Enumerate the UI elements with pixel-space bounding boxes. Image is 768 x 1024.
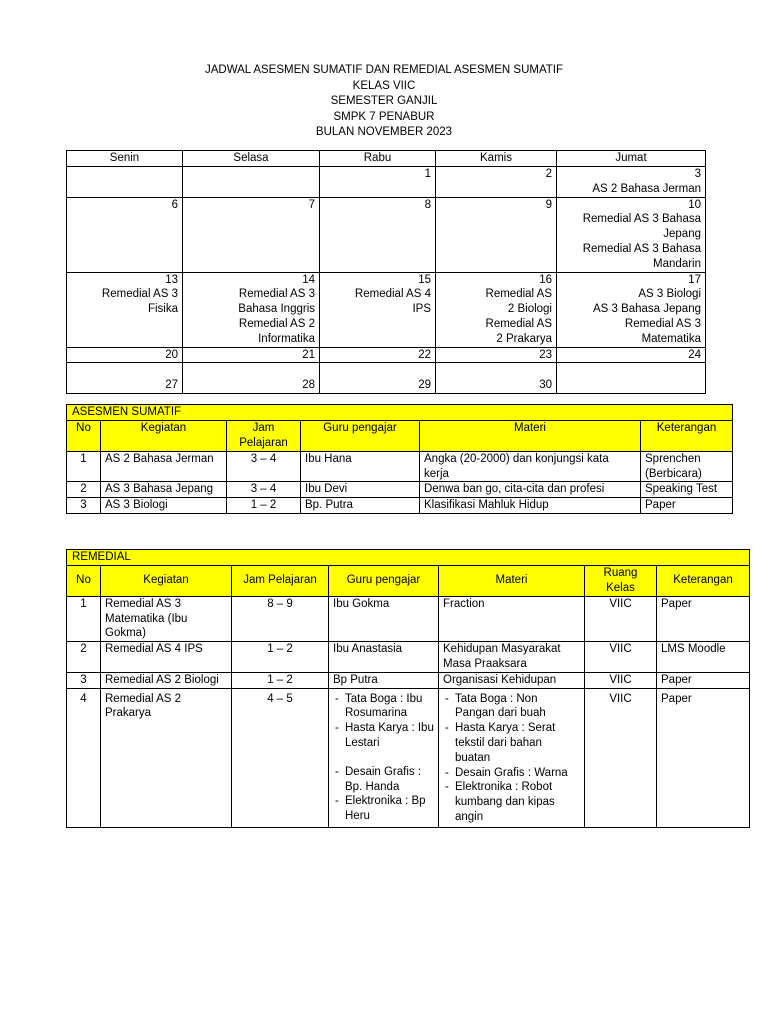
date-number: 9 xyxy=(545,198,552,211)
day-header-jumat: Jumat xyxy=(557,151,706,167)
row-guru: Ibu Devi xyxy=(301,482,420,498)
asesmen-header-row xyxy=(67,420,733,451)
col-header-materi: Materi xyxy=(420,420,641,451)
materi-item: - Desain Grafis : Warna xyxy=(443,766,580,781)
calendar-cell xyxy=(67,167,183,198)
calendar-event: Remedial AS 2 Informatika xyxy=(238,317,315,345)
table-row xyxy=(67,482,733,498)
row-kegiatan: Remedial AS 2 Biologi xyxy=(101,672,232,688)
date-number: 6 xyxy=(171,198,178,211)
row-keterangan: LMS Moodle xyxy=(657,642,750,673)
remedial-table xyxy=(66,549,750,828)
row-guru: Ibu Hana xyxy=(301,451,420,482)
calendar-cell xyxy=(67,197,183,272)
calendar-week-4 xyxy=(67,347,706,363)
calendar-cell xyxy=(320,272,436,347)
date-number: 7 xyxy=(308,198,315,211)
calendar-week-2 xyxy=(67,197,706,272)
calendar-cell xyxy=(67,347,183,363)
calendar-week-1 xyxy=(67,167,706,198)
calendar-event: Remedial AS 3 Bahasa Jepang xyxy=(582,213,701,241)
calendar-cell xyxy=(436,272,557,347)
calendar-table xyxy=(66,150,706,394)
row-keterangan: Paper xyxy=(641,498,733,514)
calendar-event: Remedial AS 2 Prakarya xyxy=(485,317,552,345)
row-materi: Organisasi Kehidupan xyxy=(439,672,585,688)
row-materi: Klasifikasi Mahluk Hidup xyxy=(420,498,641,514)
row-jam: 1 – 2 xyxy=(232,672,329,688)
row-materi: Denwa ban go, cita-cita dan profesi xyxy=(420,482,641,498)
calendar-week-5 xyxy=(67,363,706,394)
row-jam: 3 – 4 xyxy=(227,451,301,482)
calendar-event: Remedial AS 2 Biologi xyxy=(485,288,552,316)
calendar-cell xyxy=(557,197,706,272)
calendar-event: AS 3 Biologi xyxy=(638,288,701,301)
row-ruang: VIIC xyxy=(585,688,657,827)
header-title: JADWAL ASESMEN SUMATIF DAN REMEDIAL ASESMEN SUMATIF xyxy=(204,64,564,76)
table-row xyxy=(67,642,750,673)
calendar-cell xyxy=(557,347,706,363)
row-jam: 3 – 4 xyxy=(227,482,301,498)
header-semester: SEMESTER GANJIL xyxy=(330,95,438,107)
row-jam: 4 – 5 xyxy=(232,688,329,827)
row-ruang: VIIC xyxy=(585,672,657,688)
col-header-guru: Guru pengajar xyxy=(301,420,420,451)
calendar-cell xyxy=(183,197,320,272)
date-number: 22 xyxy=(418,348,431,361)
calendar-cell xyxy=(436,167,557,198)
calendar-cell xyxy=(67,272,183,347)
materi-item: - Elektronika : Robot kumbang dan kipas angin xyxy=(443,780,580,824)
row-ruang: VIIC xyxy=(585,642,657,673)
row-kegiatan: AS 2 Bahasa Jerman xyxy=(101,451,227,482)
table-row xyxy=(67,498,733,514)
col-header-materi: Materi xyxy=(439,565,585,596)
date-number: 16 xyxy=(539,273,552,286)
col-header-no: No xyxy=(67,420,101,451)
row-keterangan: Speaking Test xyxy=(641,482,733,498)
col-header-jam: Jam Pelajaran xyxy=(232,565,329,596)
day-header-rabu: Rabu xyxy=(320,151,436,167)
date-number: 23 xyxy=(539,348,552,361)
asesmen-table xyxy=(66,404,733,514)
row-kegiatan: AS 3 Biologi xyxy=(101,498,227,514)
guru-item: - Desain Grafis : Bp. Handa xyxy=(333,765,434,795)
row-kegiatan: AS 3 Bahasa Jepang xyxy=(101,482,227,498)
row-no: 2 xyxy=(67,482,101,498)
date-number: 15 xyxy=(418,273,431,286)
remedial-header-row xyxy=(67,565,750,596)
row-no: 2 xyxy=(67,642,101,673)
materi-item: - Tata Boga : Non Pangan dari buah xyxy=(443,692,580,722)
date-number: 1 xyxy=(424,168,431,180)
date-number: 3 xyxy=(694,168,701,180)
calendar-cell xyxy=(557,272,706,347)
calendar-event: Remedial AS 3 Bahasa Inggris xyxy=(238,288,315,316)
date-number: 27 xyxy=(165,379,178,392)
row-materi: Angka (20-2000) dan konjungsi kata kerja xyxy=(420,451,641,482)
row-ruang: VIIC xyxy=(585,596,657,641)
col-header-kegiatan: Kegiatan xyxy=(101,565,232,596)
calendar-week-3 xyxy=(67,272,706,347)
calendar-event: Remedial AS 3 Fisika xyxy=(101,288,178,316)
guru-item: - Hasta Karya : Ibu Lestari xyxy=(333,721,434,751)
row-guru: Bp Putra xyxy=(329,672,439,688)
row-no: 3 xyxy=(67,498,101,514)
calendar-event: Remedial AS 4 IPS xyxy=(354,288,431,316)
day-header-senin: Senin xyxy=(67,151,183,167)
row-materi: Kehidupan Masyarakat Masa Praaksara xyxy=(439,642,585,673)
row-kegiatan: Remedial AS 2 Prakarya xyxy=(101,688,232,827)
date-number: 13 xyxy=(165,273,178,286)
row-keterangan: Paper xyxy=(657,596,750,641)
day-header-kamis: Kamis xyxy=(436,151,557,167)
row-materi-list xyxy=(439,688,585,827)
date-number: 17 xyxy=(688,273,701,286)
col-header-keterangan: Keterangan xyxy=(641,420,733,451)
table-row xyxy=(67,688,750,827)
document-header xyxy=(0,63,768,141)
date-number: 20 xyxy=(165,348,178,361)
col-header-jam: Jam Pelajaran xyxy=(227,420,301,451)
row-kegiatan: Remedial AS 4 IPS xyxy=(101,642,232,673)
row-guru: Ibu Gokma xyxy=(329,596,439,641)
calendar-cell xyxy=(183,272,320,347)
row-kegiatan: Remedial AS 3 Matematika (Ibu Gokma) xyxy=(101,596,232,641)
table-row xyxy=(67,672,750,688)
date-number: 14 xyxy=(302,273,315,286)
calendar-cell xyxy=(320,347,436,363)
row-guru-list xyxy=(329,688,439,827)
row-guru: Ibu Anastasia xyxy=(329,642,439,673)
row-no: 1 xyxy=(67,451,101,482)
guru-item: - Elektronika : Bp Heru xyxy=(333,794,434,824)
row-no: 4 xyxy=(67,688,101,827)
col-header-ruang: Ruang Kelas xyxy=(585,565,657,596)
header-month: BULAN NOVEMBER 2023 xyxy=(315,126,453,138)
calendar-cell xyxy=(183,363,320,394)
calendar-cell xyxy=(320,197,436,272)
date-number: 28 xyxy=(302,379,315,392)
calendar-cell xyxy=(320,363,436,394)
calendar-cell xyxy=(436,347,557,363)
calendar-cell xyxy=(557,167,706,198)
col-header-keterangan: Keterangan xyxy=(657,565,750,596)
guru-item: - Tata Boga : Ibu Rosumarina xyxy=(333,692,434,722)
row-keterangan: Paper xyxy=(657,672,750,688)
calendar-cell xyxy=(436,363,557,394)
calendar-cell xyxy=(183,347,320,363)
header-school: SMPK 7 PENABUR xyxy=(333,110,435,123)
date-number: 8 xyxy=(424,198,431,211)
header-class: KELAS VIIC xyxy=(352,79,416,92)
date-number: 30 xyxy=(539,379,552,392)
remedial-title-row xyxy=(67,550,750,566)
date-number: 2 xyxy=(545,168,552,180)
calendar-cell xyxy=(436,197,557,272)
calendar-event: AS 2 Bahasa Jerman xyxy=(592,182,701,195)
calendar-header-row xyxy=(67,151,706,167)
row-jam: 1 – 2 xyxy=(227,498,301,514)
col-header-no: No xyxy=(67,565,101,596)
row-guru: Bp. Putra xyxy=(301,498,420,514)
row-keterangan: Paper xyxy=(657,688,750,827)
date-number: 21 xyxy=(302,348,315,361)
calendar-event: AS 3 Bahasa Jepang xyxy=(592,303,701,316)
calendar-cell xyxy=(67,363,183,394)
calendar-cell xyxy=(320,167,436,198)
date-number: 29 xyxy=(418,379,431,392)
table-row xyxy=(67,596,750,641)
row-keterangan: Sprenchen (Berbicara) xyxy=(641,451,733,482)
asesmen-title: ASESMEN SUMATIF xyxy=(67,405,733,421)
asesmen-title-row xyxy=(67,405,733,421)
row-materi: Fraction xyxy=(439,596,585,641)
row-jam: 8 – 9 xyxy=(232,596,329,641)
row-no: 3 xyxy=(67,672,101,688)
calendar-event: Remedial AS 3 Bahasa Mandarin xyxy=(582,242,701,270)
materi-item: - Hasta Karya : Serat tekstil dari bahan buatan xyxy=(443,721,580,765)
calendar-event: Remedial AS 3 Matematika xyxy=(624,317,701,345)
table-row xyxy=(67,451,733,482)
remedial-title: REMEDIAL xyxy=(67,550,750,566)
calendar-cell xyxy=(557,363,706,394)
col-header-kegiatan: Kegiatan xyxy=(101,420,227,451)
row-jam: 1 – 2 xyxy=(232,642,329,673)
day-header-selasa: Selasa xyxy=(183,151,320,167)
date-number: 24 xyxy=(688,348,701,361)
calendar-cell xyxy=(183,167,320,198)
date-number: 10 xyxy=(688,198,701,211)
row-no: 1 xyxy=(67,596,101,641)
col-header-guru: Guru pengajar xyxy=(329,565,439,596)
